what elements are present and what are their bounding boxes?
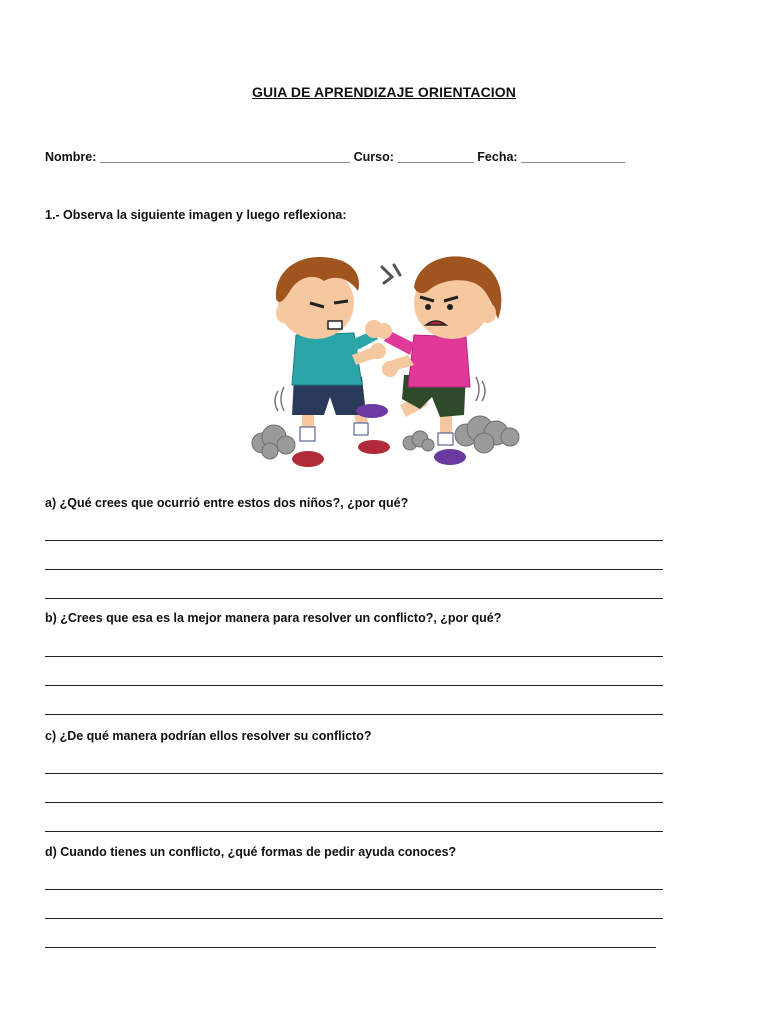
instruction-1: 1.- Observa la siguiente imagen y luego reflexiona: bbox=[45, 208, 347, 222]
question-c: c) ¿De qué manera podrían ellos resolver su conflicto? bbox=[45, 729, 372, 743]
answer-line[interactable] bbox=[45, 918, 663, 919]
answer-line[interactable] bbox=[45, 540, 663, 541]
two-boys-fighting-illustration bbox=[244, 247, 524, 475]
answer-line[interactable] bbox=[45, 802, 663, 803]
answer-line[interactable] bbox=[45, 685, 663, 686]
dust-cloud-icon bbox=[252, 425, 295, 459]
answer-line[interactable] bbox=[45, 598, 663, 599]
answer-line[interactable] bbox=[45, 831, 663, 832]
dust-cloud-icon bbox=[403, 431, 434, 451]
dust-cloud-icon bbox=[455, 416, 519, 453]
answer-line[interactable] bbox=[45, 656, 663, 657]
question-a: a) ¿Qué crees que ocurrió entre estos dos niños?, ¿por qué? bbox=[45, 496, 409, 510]
student-info-fields: Nombre: ____________________________________ Curso: ___________ Fecha: _______________ bbox=[45, 150, 626, 164]
question-d: d) Cuando tienes un conflicto, ¿qué formas de pedir ayuda conoces? bbox=[45, 845, 457, 859]
answer-line[interactable] bbox=[45, 773, 663, 774]
answer-line[interactable] bbox=[45, 947, 656, 948]
anger-symbol-icon bbox=[382, 265, 400, 283]
left-boy-figure bbox=[276, 257, 390, 467]
answer-line[interactable] bbox=[45, 714, 663, 715]
question-b: b) ¿Crees que esa es la mejor manera para resolver un conflicto?, ¿por qué? bbox=[45, 611, 502, 625]
page-title: GUIA DE APRENDIZAJE ORIENTACION bbox=[252, 84, 516, 100]
answer-line[interactable] bbox=[45, 889, 663, 890]
answer-line[interactable] bbox=[45, 569, 663, 570]
